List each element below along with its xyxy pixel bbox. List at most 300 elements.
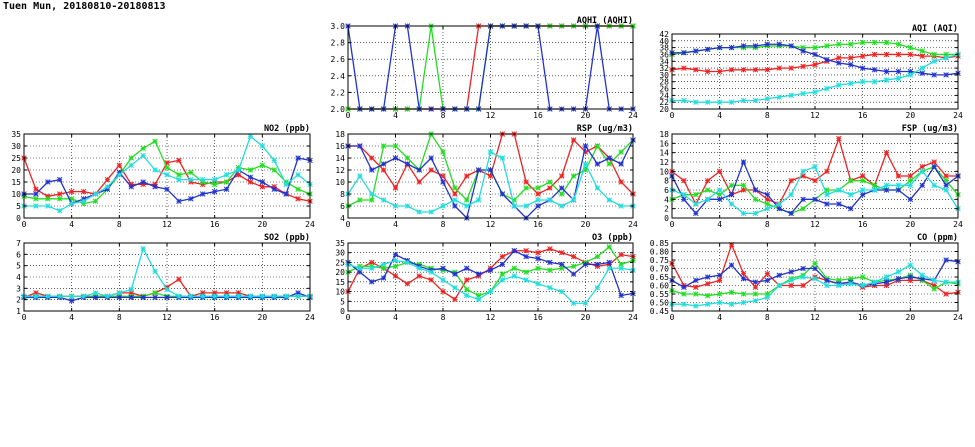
aqi-point-red [896,52,901,57]
no2-ytick-label: 10 [11,190,21,199]
fsp-point-cyan [848,192,853,197]
no2-point-cyan [224,172,229,177]
rsp-point-blue [429,156,434,161]
no2-point-red [177,158,182,163]
so2-point-cyan [248,294,253,299]
fsp-point-cyan [872,188,877,193]
co-point-cyan [705,302,710,307]
co-point-cyan [944,280,949,285]
no2-point-green [272,168,277,173]
so2-point-cyan [212,294,217,299]
rsp-ytick-label: 12 [335,166,345,175]
fsp-xtick-label: 16 [857,220,868,229]
co-point-green [705,293,710,298]
aqi-point-blue [682,50,687,55]
o3-point-cyan [441,278,446,283]
rsp-point-cyan [488,150,493,155]
no2-point-cyan [129,163,134,168]
o3-point-green [512,266,517,271]
o3-point-green [464,287,469,292]
so2-point-cyan [272,294,277,299]
aqi-point-red [765,67,770,72]
co-point-blue [825,278,830,283]
o3-point-red [393,274,398,279]
no2-point-cyan [284,182,289,187]
o3-point-blue [464,266,469,271]
rsp-point-red [571,138,576,143]
rsp-point-red [559,174,564,179]
o3-chart-title: O3 (ppb) [592,233,633,243]
page-title: Tuen Mun, 20180810-20180813 [3,1,166,12]
rsp-point-blue [452,204,457,209]
so2-ytick-label: 2 [16,295,21,305]
aqi-point-green [932,52,937,57]
aqhi-ytick-label: 2.0 [330,105,345,114]
rsp-point-green [536,186,541,191]
no2-point-red [57,192,62,197]
o3-point-red [547,246,552,251]
fsp-point-green [860,178,865,183]
so2-point-blue [129,295,134,300]
co-ytick-label: 0.45 [649,307,669,316]
rsp-point-cyan [536,198,541,203]
rsp-point-cyan [357,174,362,179]
co-point-cyan [765,295,770,300]
aqi-xtick-label: 8 [764,111,770,120]
aqi-point-cyan [860,79,865,84]
o3-point-red [429,278,434,283]
fsp-point-blue [801,197,806,202]
o3-point-cyan [524,278,529,283]
rsp-point-blue [607,156,612,161]
co-point-blue [884,280,889,285]
co-point-green [741,292,746,297]
aqi-point-red [813,62,818,67]
rsp-point-red [619,180,624,185]
co-point-green [860,275,865,280]
o3-xtick-label: 4 [393,313,398,322]
aqi-point-blue [896,69,901,74]
co-point-blue [705,275,710,280]
o3-point-red [571,254,576,259]
so2-point-cyan [93,290,98,295]
no2-point-blue [45,180,50,185]
so2-ytick-label: 7 [16,239,21,248]
fsp-point-cyan [682,192,687,197]
co-point-cyan [848,281,853,286]
no2-point-green [57,196,62,201]
no2-ytick-label: 5 [16,202,21,211]
fsp-point-cyan [896,183,901,188]
rsp-point-cyan [547,198,552,203]
aqi-point-cyan [765,96,770,101]
aqi-point-cyan [908,73,913,78]
so2-point-cyan [188,294,193,299]
aqi-point-blue [884,69,889,74]
aqi-ytick-label: 30 [659,70,669,80]
fsp-point-cyan [836,188,841,193]
o3-point-green [595,254,600,259]
aqi-point-red [789,66,794,71]
rsp-point-cyan [417,210,422,215]
fsp-point-blue [753,188,758,193]
co-xtick-label: 4 [717,313,723,322]
co-point-cyan [896,270,901,275]
aqi-point-red [860,54,865,59]
co-point-blue [741,276,746,281]
aqi-point-red [872,52,877,57]
co-point-cyan [932,278,937,283]
co-point-cyan [729,302,734,307]
co-point-cyan [813,276,818,281]
no2-point-cyan [105,184,110,189]
o3-point-cyan [452,285,457,290]
no2-point-red [105,177,110,182]
so2-point-cyan [224,294,229,299]
o3-point-cyan [547,285,552,290]
fsp-point-cyan [777,202,782,207]
rsp-point-green [405,156,410,161]
co-ytick-label: 0.65 [649,273,669,282]
aqi-point-cyan [693,100,698,105]
so2-xtick-label: 24 [305,313,315,322]
rsp-point-green [452,186,457,191]
fsp-point-cyan [860,188,865,193]
rsp-point-blue [595,162,600,167]
aqhi-xtick-label: 24 [628,111,638,120]
so2-ytick-label: 4 [16,273,21,282]
o3-point-cyan [429,270,434,275]
no2-point-cyan [117,172,122,177]
aqhi-xtick-label: 4 [393,111,398,120]
co-point-cyan [717,300,722,305]
rsp-point-blue [583,144,588,149]
aqi-point-green [813,45,818,50]
co-point-blue [801,266,806,271]
rsp-point-red [417,180,422,185]
no2-ytick-label: 0 [16,214,21,223]
fsp-point-blue [765,192,770,197]
co-point-blue [896,276,901,281]
co-point-blue [765,278,770,283]
no2-point-blue [177,199,182,204]
co-point-blue [682,285,687,290]
o3-point-cyan [417,266,422,271]
rsp-xtick-label: 16 [533,220,543,229]
o3-point-blue [476,272,481,277]
so2-point-cyan [165,287,170,292]
fsp-point-cyan [693,202,698,207]
o3-point-cyan [500,278,505,283]
o3-point-blue [583,262,588,267]
co-xtick-label: 24 [953,313,963,322]
rsp-point-blue [369,168,374,173]
o3-point-red [559,250,564,255]
o3-point-blue [488,268,493,273]
aqi-point-blue [789,44,794,49]
o3-point-blue [512,248,517,253]
aqi-point-cyan [729,100,734,105]
fsp-point-blue [693,211,698,216]
fsp-point-blue [860,192,865,197]
aqi-point-blue [801,49,806,54]
no2-point-blue [57,177,62,182]
co-point-cyan [884,275,889,280]
no2-point-green [224,180,229,185]
co-ytick-label: 0.55 [649,290,669,299]
co-point-cyan [860,283,865,288]
aqi-point-red [682,66,687,71]
aqi-point-cyan [789,93,794,98]
so2-point-blue [153,295,158,300]
no2-point-blue [129,184,134,189]
o3-point-blue [536,256,541,261]
so2-chart [16,233,315,322]
rsp-ytick-label: 16 [335,142,345,151]
co-point-blue [813,266,818,271]
so2-point-cyan [200,294,205,299]
no2-ytick-label: 20 [11,166,21,175]
rsp-point-red [429,168,434,173]
o3-point-red [405,281,410,286]
co-point-cyan [789,278,794,283]
aqi-point-cyan [777,95,782,100]
o3-point-cyan [583,301,588,306]
o3-point-green [571,264,576,269]
co-ytick-label: 0.80 [649,247,669,257]
aqi-point-blue [693,49,698,54]
rsp-point-cyan [369,192,374,197]
aqi-point-green [872,40,877,45]
aqi-ytick-label: 24 [659,91,669,101]
fsp-point-green [753,197,758,202]
co-point-green [729,290,734,295]
o3-point-cyan [464,293,469,298]
o3-point-green [393,264,398,269]
no2-xtick-label: 0 [21,220,27,229]
no2-point-blue [153,184,158,189]
aqi-point-blue [813,52,818,57]
aqi-point-red [908,52,913,57]
o3-ytick-label: 35 [335,239,345,248]
rsp-ytick-label: 8 [340,190,345,199]
fsp-ytick-label: 2 [664,204,669,214]
fsp-point-cyan [753,211,758,216]
no2-point-cyan [141,153,146,158]
rsp-point-blue [405,162,410,167]
no2-point-cyan [236,168,241,173]
fsp-point-red [825,169,830,174]
aqi-point-blue [777,42,782,47]
fsp-ytick-label: 16 [659,139,669,149]
aqi-point-blue [872,67,877,72]
aqi-point-green [896,42,901,47]
co-point-green [682,292,687,297]
aqhi-chart-title: AQHI (AQHI) [576,16,633,26]
rsp-point-green [381,144,386,149]
co-point-green [932,287,937,292]
no2-point-green [153,139,158,144]
rsp-ytick-label: 14 [335,154,345,163]
no2-point-blue [260,180,265,185]
o3-point-blue [381,276,386,281]
fsp-point-blue [682,197,687,202]
aqi-point-blue [920,71,925,76]
rsp-chart-title: RSP (ug/m3) [576,124,633,134]
aqi-point-green [908,45,913,50]
no2-point-green [177,172,182,177]
o3-point-blue [441,266,446,271]
fsp-point-red [908,174,913,179]
o3-point-blue [571,272,576,277]
rsp-point-blue [393,156,398,161]
so2-point-cyan [69,294,74,299]
fsp-point-red [741,188,746,193]
co-point-red [789,283,794,288]
co-ytick-label: 0.70 [649,264,669,274]
co-point-cyan [777,283,782,288]
co-ytick-label: 0.50 [649,298,669,308]
o3-point-cyan [488,289,493,294]
aqi-ytick-label: 34 [659,57,669,67]
co-point-green [753,292,758,297]
no2-point-blue [284,192,289,197]
fsp-point-cyan [729,202,734,207]
fsp-point-blue [717,197,722,202]
fsp-point-red [932,160,937,165]
co-point-green [813,261,818,266]
rsp-point-blue [476,168,481,173]
rsp-point-blue [619,162,624,167]
so2-point-cyan [284,294,289,299]
fsp-chart-title: FSP (ug/m3) [901,124,958,134]
rsp-point-cyan [500,156,505,161]
o3-point-green [500,272,505,277]
fsp-point-red [789,178,794,183]
aqhi-ytick-label: 2.2 [330,88,345,98]
rsp-point-cyan [452,198,457,203]
fsp-point-cyan [705,197,710,202]
no2-point-cyan [200,177,205,182]
so2-chart-title: SO2 (ppb) [263,233,310,243]
co-point-cyan [741,300,746,305]
co-point-red [693,285,698,290]
so2-xtick-label: 0 [21,313,27,322]
no2-xtick-label: 16 [209,220,220,229]
rsp-point-cyan [595,186,600,191]
so2-xtick-label: 12 [162,313,172,322]
aqhi-xtick-label: 16 [533,111,543,120]
fsp-point-cyan [884,183,889,188]
rsp-point-blue [417,168,422,173]
fsp-chart [659,124,963,229]
aqi-ytick-label: 42 [659,30,669,39]
fsp-point-red [860,174,865,179]
o3-point-cyan [595,285,600,290]
no2-point-green [141,146,146,151]
co-xtick-label: 8 [764,313,770,322]
aqi-point-cyan [682,98,687,103]
fsp-xtick-label: 24 [953,220,963,229]
fsp-ytick-label: 10 [659,167,669,177]
rsp-point-cyan [571,198,576,203]
no2-point-cyan [34,204,39,209]
co-xtick-label: 0 [669,313,675,322]
rsp-point-green [464,198,469,203]
so2-point-red [177,277,182,282]
no2-ytick-label: 35 [11,130,21,139]
aqi-point-green [860,40,865,45]
so2-point-green [153,290,158,295]
no2-point-cyan [296,172,301,177]
co-point-cyan [693,304,698,309]
so2-xtick-label: 4 [69,313,75,322]
co-point-cyan [872,280,877,285]
o3-point-cyan [393,258,398,263]
aqhi-ytick-label: 3.0 [330,22,345,31]
fsp-ytick-label: 4 [664,195,669,205]
fsp-point-blue [777,206,782,211]
rsp-point-cyan [524,204,529,209]
fsp-point-red [896,174,901,179]
aqi-point-cyan [848,81,853,86]
aqi-point-blue [729,45,734,50]
co-xtick-label: 12 [810,313,820,322]
rsp-point-blue [441,180,446,185]
no2-point-blue [141,180,146,185]
o3-point-blue [547,260,552,265]
fsp-point-blue [920,183,925,188]
aqi-point-green [836,42,841,47]
co-point-cyan [753,298,758,303]
rsp-point-green [441,150,446,155]
rsp-point-cyan [405,204,410,209]
rsp-point-cyan [607,198,612,203]
fsp-point-green [908,178,913,183]
aqi-point-blue [836,61,841,66]
aqi-point-red [836,55,841,60]
rsp-point-green [559,192,564,197]
no2-point-cyan [260,144,265,149]
fsp-point-red [884,150,889,155]
aqi-ytick-label: 40 [659,36,669,46]
no2-point-blue [248,175,253,180]
fsp-point-blue [825,202,830,207]
o3-point-cyan [536,281,541,286]
fsp-point-cyan [944,188,949,193]
no2-point-green [34,196,39,201]
o3-point-cyan [476,297,481,302]
so2-xtick-label: 8 [116,313,122,322]
so2-point-cyan [117,290,122,295]
o3-point-blue [559,262,564,267]
o3-ytick-label: 15 [335,277,345,287]
no2-point-cyan [45,204,50,209]
rsp-point-red [536,192,541,197]
aqi-xtick-label: 0 [669,111,675,120]
o3-point-blue [619,293,624,298]
aqi-point-blue [765,42,770,47]
no2-point-red [34,187,39,192]
rsp-xtick-label: 0 [345,220,351,229]
aqhi-chart [331,16,638,120]
so2-point-blue [117,295,122,300]
rsp-point-blue [559,186,564,191]
o3-point-green [547,268,552,273]
rsp-point-cyan [464,204,469,209]
aqi-point-cyan [920,66,925,71]
o3-point-red [524,248,529,253]
